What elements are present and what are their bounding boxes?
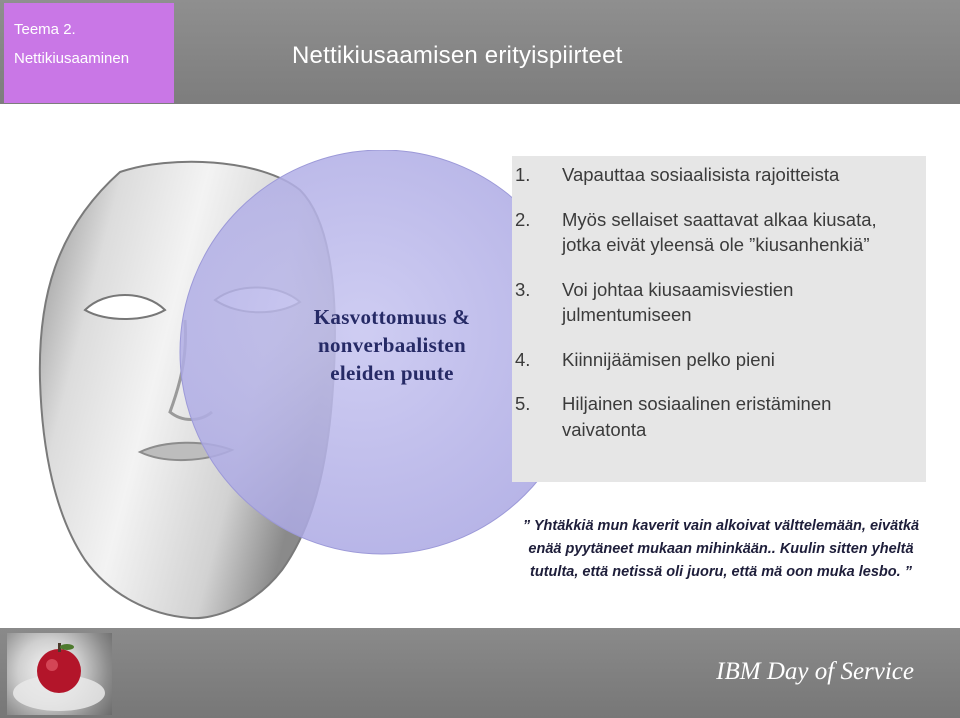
footer-brand: IBM Day of Service: [716, 658, 914, 685]
list-item-number: 5.: [515, 393, 531, 414]
list-item: [515, 162, 915, 188]
list-item: [515, 391, 915, 442]
list-item-number: 1.: [515, 164, 531, 185]
list-item-number: 4.: [515, 348, 531, 370]
features-list: [515, 162, 915, 442]
testimonial-quote: ” Yhtäkkiä mun kaverit vain alkoivat välttelemään, eivätkä enää pyytäneet mukaan mihinkään.. Kuulin sitten yheltä tutulta, että netissä oli juoru, että mä oon muka lesbo. ”: [522, 518, 920, 580]
list-item-number: 2.: [515, 208, 531, 230]
list-item-number: 3.: [515, 278, 531, 300]
caption-line-2: nonverbaalisten: [317, 333, 466, 357]
list-item: [515, 207, 915, 258]
topic-number: Teema 2.: [14, 21, 76, 38]
circle-caption: [262, 303, 522, 387]
apple-hands-photo: [7, 633, 112, 715]
list-item: [515, 347, 915, 373]
caption-line-3: eleiden puute: [330, 361, 454, 385]
page-title: Nettikiusaamisen erityispiirteet: [292, 42, 623, 69]
list-item-text: Kiinnijäämisen pelko pieni: [562, 348, 775, 370]
footer-bar: [0, 628, 960, 718]
list-item-text: Hiljainen sosiaalinen eristäminen vaivatonta: [562, 393, 832, 440]
apple-icon: [7, 633, 112, 715]
list-item: [515, 277, 915, 328]
topic-box: [4, 3, 174, 103]
list-item-text: Voi johtaa kiusaamisviestien julmentumiseen: [562, 278, 794, 325]
topic-name: Nettikiusaaminen: [14, 50, 130, 67]
caption-line-1: Kasvottomuus &: [313, 305, 471, 329]
header-bar: [0, 0, 960, 104]
list-item-text: Vapauttaa sosiaalisista rajoitteista: [562, 164, 840, 185]
mask-graphic: [0, 150, 540, 630]
mask-illustration: [0, 150, 540, 630]
list-item-text: Myös sellaiset saattavat alkaa kiusata, jotka eivät yleensä ole ”kiusanhenkiä”: [562, 208, 877, 255]
